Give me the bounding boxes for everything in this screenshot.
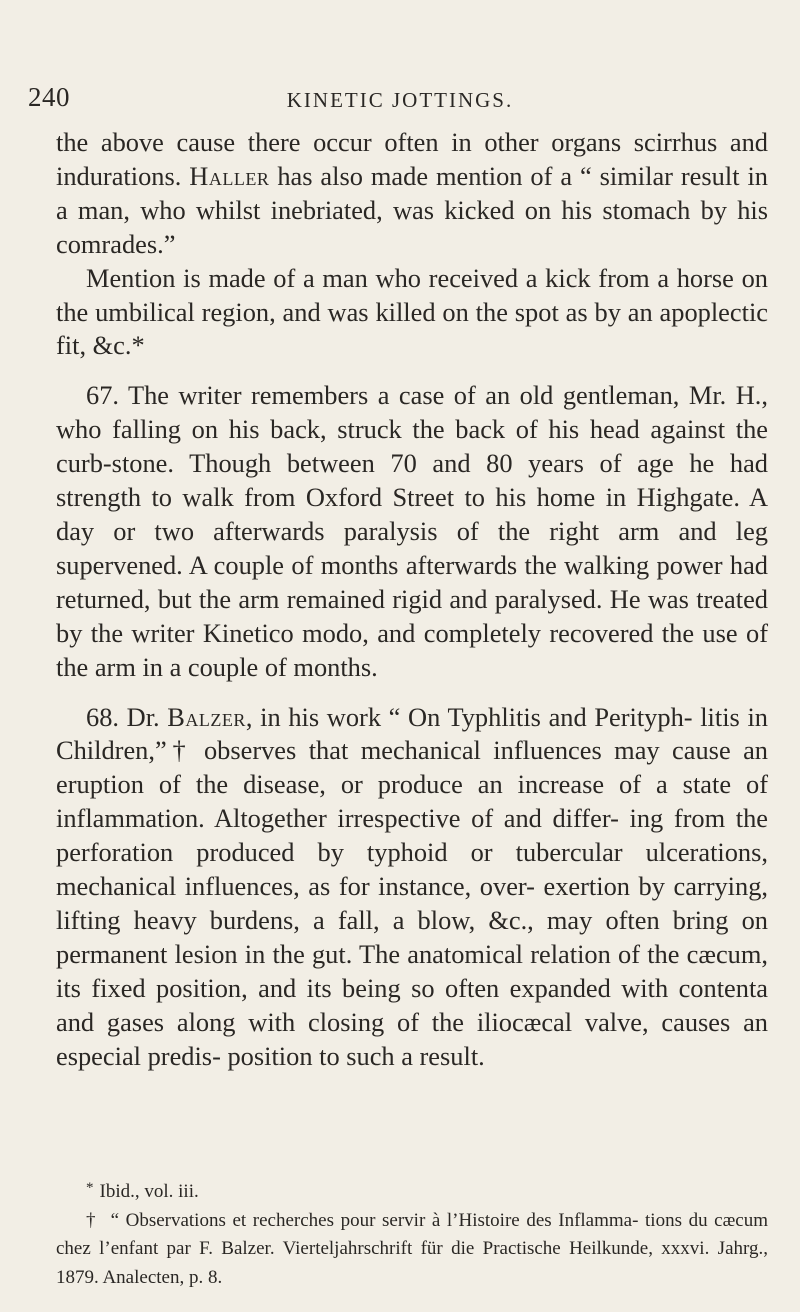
running-title: KINETIC JOTTINGS. bbox=[286, 88, 514, 112]
paragraph-67: 67. The writer remembers a case of an old gentleman, Mr. H., who falling on his back, struck the back of his head against the curb-stone. Though between 70 and 80 years of age he had strength to walk from Oxford Street to his home in Highgate. A day or two afterwards paralysis of the right arm and leg supervened. A couple of months afterwards the walking power had returned, but the arm remained rigid and paralysed. He was treated by the writer Kinetico modo, and completely recovered the use of the arm in a couple of months. bbox=[56, 380, 768, 682]
paragraph-text: has also made mention of a “ similar result in a man, who whilst inebriated, was kicked on his stomach by his comrades.” bbox=[56, 160, 768, 259]
footnote-balzer-reference bbox=[56, 1207, 768, 1293]
footnote-text: Ibid., vol. iii. bbox=[99, 1181, 199, 1202]
author-name-balzer: Balzer bbox=[167, 701, 246, 732]
paragraph-text: the above cause there occur often in other organs scirrhus and indurations. bbox=[56, 127, 768, 191]
paragraph-continuation bbox=[56, 126, 768, 262]
paragraph-kick-from-horse: Mention is made of a man who received a kick from a horse on the umbilical region, and was killed on the spot as by an apoplectic fit, &c.* bbox=[56, 262, 768, 361]
footnote-mark: † bbox=[86, 1209, 98, 1231]
author-name-haller: Haller bbox=[189, 160, 270, 191]
page-number: 240 bbox=[28, 82, 70, 112]
footnote-text: “ Observations et recherches pour servir à l’Histoire des Inflamma- tions du cæcum chez l’enfant par F. Balzer. Vierteljahrschrift für die Practische Heilkunde, xxxvi. Jahrg., 1879. Analecten, p. 8. bbox=[56, 1209, 769, 1288]
body-text bbox=[56, 126, 768, 1073]
paragraph-text: , in his work “ On Typhlitis and Perityph- litis in Children,”† observes that mechanical influences may cause an eruption of the disease, or produce an increase of a state of inflammation. Altogether irrespective of and differ- ing from the perforation produced by typhoid or tubercular ulcerations, mechanical influences, as for instance, over- exertion by carrying, lifting heavy burdens, a fall, a blow, &c., may often bring on permanent lesion in the gut. The anatomical relation of the cæcum, its fixed position, and its being so often expanded with contenta and gases along with closing of the iliocæcal valve, causes an especial predis- position to such a result. bbox=[56, 701, 768, 1071]
footnote-ibid bbox=[56, 1174, 768, 1207]
paragraph-68 bbox=[56, 701, 768, 1074]
paragraph-text: 68. Dr. bbox=[86, 701, 160, 732]
footnote-mark: * bbox=[86, 1180, 94, 1196]
footnotes bbox=[56, 1174, 768, 1292]
